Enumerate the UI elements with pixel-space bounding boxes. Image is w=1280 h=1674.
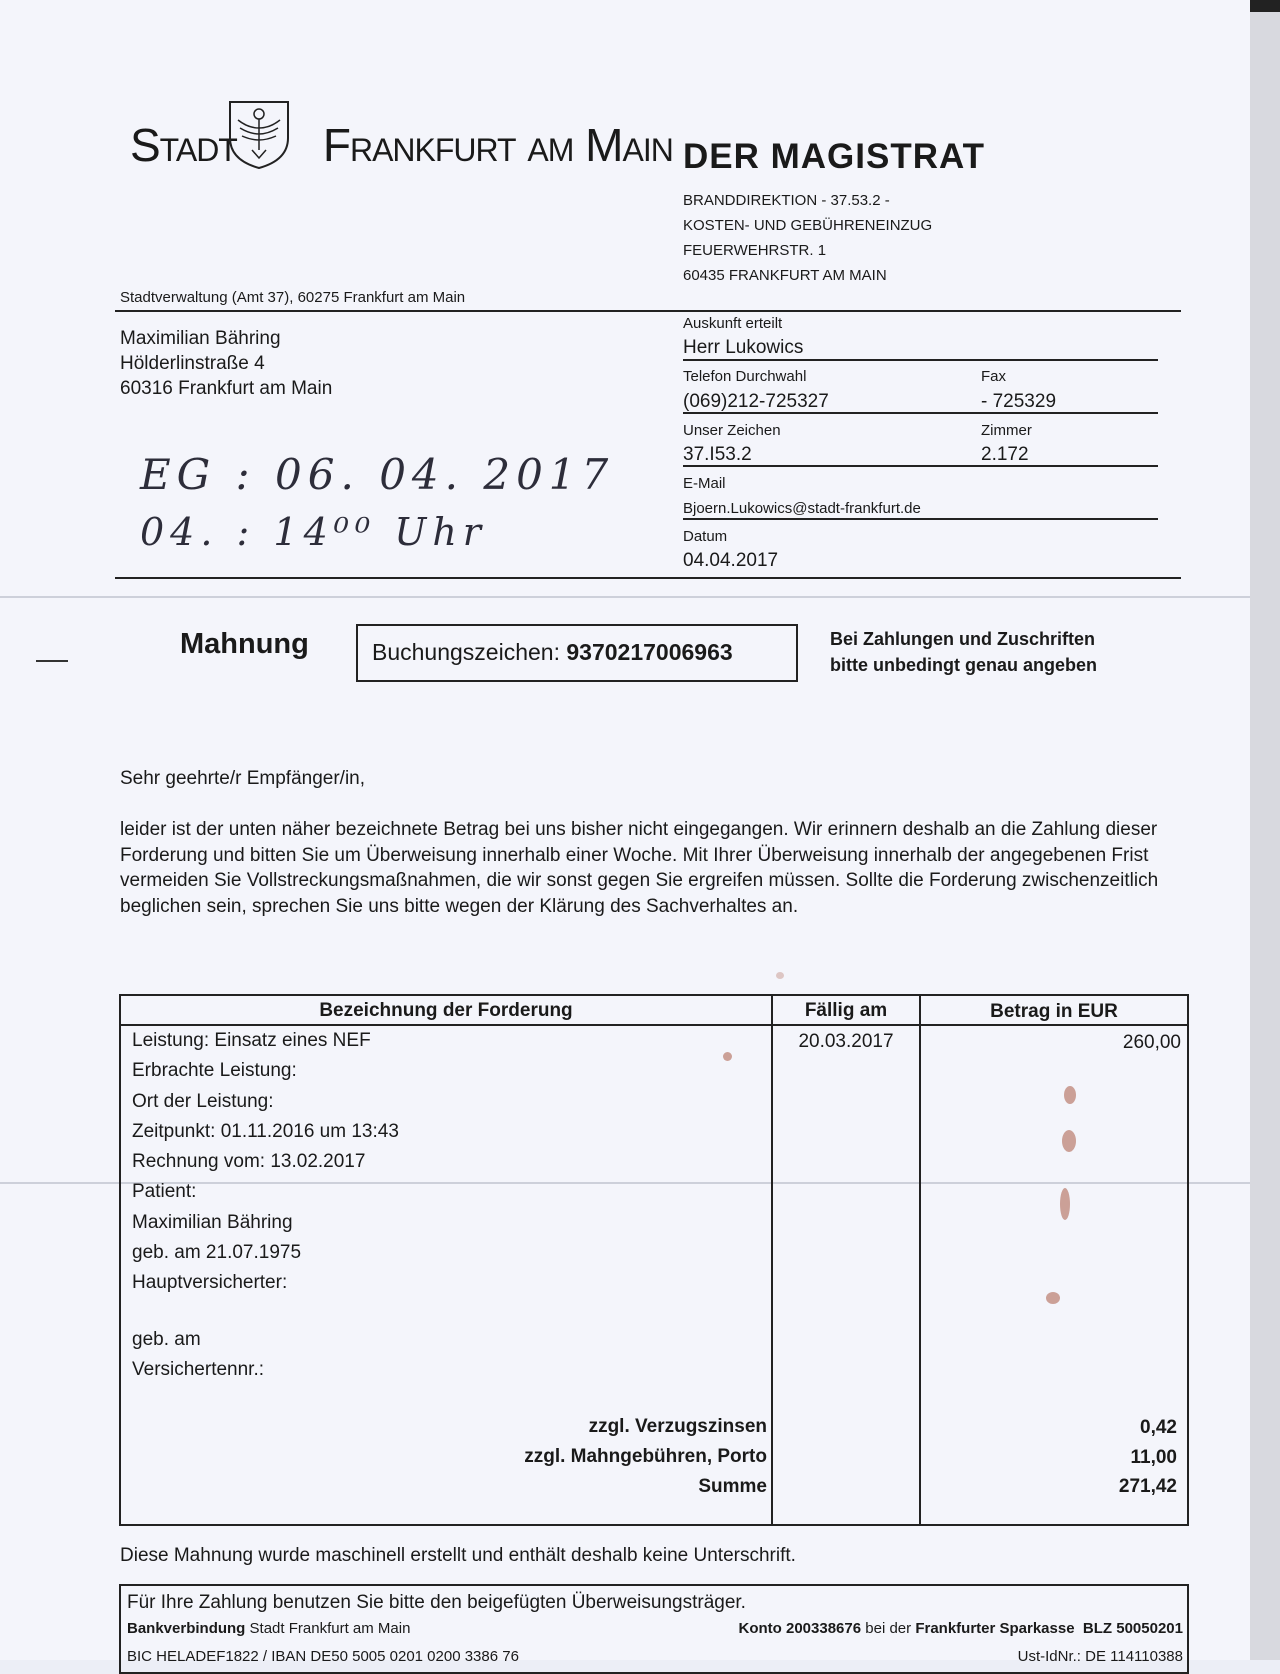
- field-rule: [683, 359, 1158, 361]
- city-name: [130, 118, 673, 172]
- magistrat-title: DER MAGISTRAT: [683, 137, 986, 176]
- table-divider: [919, 994, 921, 1526]
- stain: [776, 972, 784, 979]
- bank-label: Bankverbindung: [127, 1620, 246, 1637]
- zimmer-value: 2.172: [981, 444, 1029, 465]
- field-rule: [683, 518, 1158, 520]
- buchungszeichen-value: 9370217006963: [566, 639, 733, 665]
- column-header: Betrag in EUR: [990, 1001, 1118, 1022]
- konto-details: [739, 1620, 1184, 1637]
- column-header: Fällig am: [804, 1000, 888, 1021]
- ust-id: Ust-IdNr.: DE 114110388: [1017, 1648, 1183, 1665]
- recipient-name: Maximilian Bähring: [120, 328, 281, 349]
- telefon-value: (069)212-725327: [683, 391, 829, 412]
- divider: [115, 310, 1181, 312]
- claim-line: Rechnung vom: 13.02.2017: [132, 1151, 366, 1172]
- stain: [1062, 1130, 1076, 1152]
- stain: [723, 1052, 732, 1061]
- zeichen-value: 37.I53.2: [683, 444, 752, 465]
- telefon-label: Telefon Durchwahl: [683, 368, 807, 385]
- payment-hint: [830, 626, 1097, 678]
- amount: 260,00: [1122, 1032, 1181, 1053]
- iban-line: [127, 1648, 1183, 1665]
- scan-edge: [1250, 0, 1280, 1660]
- claim-line: Zeitpunkt: 01.11.2016 um 13:43: [132, 1121, 399, 1142]
- claim-line: Hauptversicherter:: [132, 1272, 288, 1293]
- konto-label: Konto: [738, 1620, 782, 1637]
- email-value[interactable]: Bjoern.Lukowics@stadt-frankfurt.de: [683, 500, 921, 517]
- fax-label: Fax: [981, 368, 1007, 385]
- auskunft-label: Auskunft erteilt: [683, 315, 783, 332]
- claim-line: Ort der Leistung:: [132, 1091, 274, 1112]
- scan-edge: [1250, 0, 1280, 12]
- handwritten-note: 04. : 14⁰⁰ Uhr: [140, 510, 487, 554]
- recipient-address: [120, 326, 332, 401]
- email-label: E-Mail: [683, 475, 726, 492]
- table-divider: [771, 994, 773, 1526]
- claim-line: Erbrachte Leistung:: [132, 1060, 297, 1081]
- city-name-part2: Frankfurt am Main: [322, 119, 673, 171]
- summe-label: Summe: [698, 1476, 767, 1497]
- datum-value: 04.04.2017: [683, 550, 779, 571]
- return-address: Stadtverwaltung (Amt 37), 60275 Frankfurt am Main: [120, 289, 466, 306]
- dept-line: BRANDDIREKTION - 37.53.2 -: [683, 192, 890, 209]
- gebuehren-label: zzgl. Mahngebühren, Porto: [524, 1446, 767, 1467]
- claim-line: Leistung: Einsatz eines NEF: [132, 1030, 371, 1051]
- column-header: Bezeichnung der Forderung: [319, 1000, 573, 1021]
- dept-line: KOSTEN- UND GEBÜHRENEINZUG: [683, 217, 933, 234]
- claim-line: Maximilian Bähring: [132, 1212, 293, 1233]
- konto-value: 200338676: [786, 1620, 862, 1637]
- dept-line: 60435 FRANKFURT AM MAIN: [683, 267, 887, 284]
- gebuehren-value: 11,00: [1130, 1447, 1177, 1468]
- bank-name: Frankfurter Sparkasse: [915, 1620, 1075, 1637]
- bei-der: bei der: [865, 1620, 912, 1637]
- buchungszeichen: [372, 639, 733, 666]
- claim-line: Versichertennr.:: [132, 1359, 265, 1380]
- field-rule: [683, 465, 1158, 467]
- claim-line: geb. am: [132, 1329, 201, 1350]
- claim-line: geb. am 21.07.1975: [132, 1242, 302, 1263]
- auskunft-value: Herr Lukowics: [683, 337, 804, 358]
- blz-value: 50050201: [1116, 1620, 1183, 1637]
- machine-note: Diese Mahnung wurde maschinell erstellt und enthält deshalb keine Unterschrift.: [120, 1545, 796, 1566]
- letter-body: leider ist der unten näher bezeichnete Betrag bei uns bisher nicht eingegangen. Wir erinnern deshalb an die Zahlung dieser Forderung und bitten Sie um Überweisung innerhalb einer Woche. Mit Ihrer Überweisung innerhalb der angegebenen Frist vermeiden Sie Vollstreckungsmaßnahmen, die wir sonst gegen Sie ergreifen müssen. Sollte die Forderung zwischenzeitlich beglichen sein, sprechen Sie uns bitte wegen der Klärung des Sachverhaltes an.: [120, 819, 1159, 917]
- salutation: Sehr geehrte/r Empfänger/in,: [120, 768, 366, 789]
- zinsen-value: 0,42: [1140, 1417, 1177, 1438]
- dept-line: FEUERWEHRSTR. 1: [683, 242, 827, 259]
- stain: [1060, 1188, 1070, 1220]
- due-date: 20.03.2017: [798, 1031, 894, 1052]
- stain: [1046, 1292, 1060, 1304]
- bic-iban: BIC HELADEF1822 / IBAN DE50 5005 0201 0200 3386 76: [127, 1648, 519, 1665]
- fold-mark: [36, 660, 68, 662]
- blz-label: BLZ: [1082, 1620, 1113, 1637]
- document-title: Mahnung: [180, 628, 309, 660]
- payment-hint-line: bitte unbedingt genau angeben: [830, 655, 1097, 675]
- divider: [115, 577, 1181, 579]
- datum-label: Datum: [683, 528, 728, 545]
- eagle-crest-icon: [226, 98, 292, 170]
- payment-note: Für Ihre Zahlung benutzen Sie bitte den beigefügten Überweisungsträger.: [127, 1592, 746, 1613]
- claim-line: Patient:: [132, 1181, 197, 1202]
- table-divider: [119, 1024, 1189, 1026]
- zeichen-label: Unser Zeichen: [683, 422, 781, 439]
- recipient-street: Hölderlinstraße 4: [120, 353, 265, 374]
- paper-fold: [0, 596, 1250, 598]
- bank-details: [127, 1620, 1183, 1637]
- fax-value: - 725329: [981, 391, 1057, 412]
- zinsen-label: zzgl. Verzugszinsen: [588, 1416, 767, 1437]
- buchungszeichen-label: Buchungszeichen:: [372, 639, 560, 665]
- city-name-part1: Stadt: [130, 119, 237, 171]
- stain: [1064, 1086, 1076, 1104]
- handwritten-note: EG : 06. 04. 2017: [140, 450, 615, 499]
- bank-owner: Stadt Frankfurt am Main: [249, 1620, 411, 1637]
- recipient-city: 60316 Frankfurt am Main: [120, 378, 333, 399]
- payment-hint-line: Bei Zahlungen und Zuschriften: [830, 629, 1095, 649]
- field-rule: [683, 412, 1158, 414]
- zimmer-label: Zimmer: [981, 422, 1032, 439]
- summe-value: 271,42: [1118, 1476, 1177, 1497]
